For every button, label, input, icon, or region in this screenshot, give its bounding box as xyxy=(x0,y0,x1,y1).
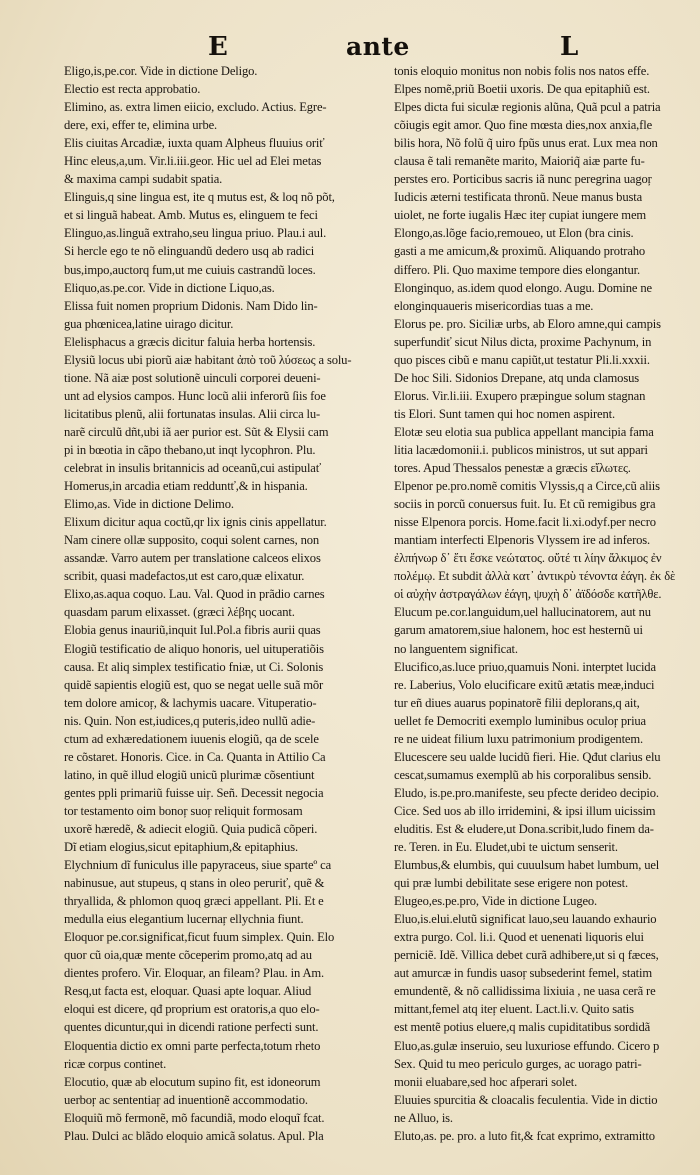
header-running-title: ante xyxy=(346,32,410,61)
text-line: Elucifico,as.luce priuo,quamuis Noni. interptet lucida xyxy=(394,659,656,674)
text-line: perstes ero. Porticibus sacris iã nunc peregrina uagoŗ xyxy=(394,172,652,187)
text-line: Cice. Sed uos ab illo irridemini, & ipsi illum uicissim xyxy=(394,803,656,818)
text-line: Eluto,as. pe. pro. a luto fit,& fcat exprimo, extramitto xyxy=(394,1128,655,1143)
text-line: Elorus. Vir.li.iii. Exupero præpingue solum stagnan xyxy=(394,388,646,403)
text-line: eloqui est dicere, qđ proprium est oratoris,a quo elo- xyxy=(64,1002,320,1017)
text-line: ne Alluo, is. xyxy=(394,1110,453,1125)
text-line: re. Teren. in Eu. Eludet,ubi te uictum senserit. xyxy=(394,840,618,855)
text-line: tione. Nã aiæ post solutionẽ uinculi corporei deueni- xyxy=(64,370,321,385)
text-line: celebrat in insulis britannicis ad oceanũ,cui astipulať xyxy=(64,461,321,476)
text-line: qui præ lumbi debilitate sese erigere non potest. xyxy=(394,876,628,891)
text-line: Elumbus,& elumbis, qui cuuulsum habet lumbum, uel xyxy=(394,858,660,873)
text-line: clausa ẽ tali remanẽte marito, Maioriq̃ aiæ parte fu- xyxy=(394,154,645,169)
text-line: eluditis. Est & eludere,ut Dona.scribit,ludo finem da- xyxy=(394,821,654,836)
text-line: perniciẽ. Idẽ. Villica debet curã adhibere,ut si q fæces, xyxy=(394,948,659,963)
text-line: gua phœnicea,latine uirago dicitur. xyxy=(64,316,234,331)
text-line: πολέμῳ. Et subdit ἀλλὰ κατ᾽ ἀντικρὺ τένοντα ἐάγη. ἐκ δὲ xyxy=(394,569,676,584)
text-line: Elucescere seu ualde lucidũ fieri. Hie. Qđut clarius elu xyxy=(394,749,661,764)
text-line: uellet fe Democriti exemplo luminibus oculoŗ priua xyxy=(394,713,647,728)
text-line: De hoc Sili. Sidonios Drepane, atq unda clamosus xyxy=(394,370,639,385)
text-line: gasti a me amicum,& proximũ. Aliquando protraho xyxy=(394,244,646,259)
text-line: Elelisphacus a græcis dicitur faluia herba hortensis. xyxy=(64,334,316,349)
text-line: quor cũ oia,quæ mente cõceperim promo,atq ad au xyxy=(64,948,312,963)
text-line: thryallida, & phlomon quoq græci appellant. Pli. Et e xyxy=(64,894,324,909)
text-line: Dĩ etiam elogius,sicut epitaphium,& epitaphius. xyxy=(64,840,298,855)
text-line: nisse Elpenora porcis. Home.facit li.xi.odyf.per necro xyxy=(394,515,656,530)
text-line: Elinguis,q sine lingua est, ite q mutus est, & loq nõ põt, xyxy=(64,190,335,205)
text-line: Elpes dicta fui siculæ regionis alũna, Quã pcul a patria xyxy=(394,100,661,115)
text-line: sociis in porcũ conuersus fuit. Iu. Et cũ remigibus gra xyxy=(394,497,656,512)
text-line: tis Elori. Sunt tamen qui hoc nomen aspirent. xyxy=(394,406,615,421)
text-line: elonginquaueris misericordias tuas a me. xyxy=(394,298,594,313)
text-line: Eloquiũ mõ fermonẽ, mõ facundiã, modo eloquĩ fcat. xyxy=(64,1110,325,1125)
text-line: medulla eius elegantium lucernaŗ ellychnia fiunt. xyxy=(64,912,304,927)
text-line: quidẽ sapientis elogiũ est, quo se negat uelle suã mõr xyxy=(64,677,324,692)
text-line: Elocutio, quæ ab elocutum supino fit, est idoneorum xyxy=(64,1074,321,1089)
text-line: unt ad elysios campos. Hunc locũ alii inferorũ ſiis foe xyxy=(64,388,326,403)
text-line: Nam cinere ollæ supposito, coqui solent carnes, non xyxy=(64,533,320,548)
text-line: Elorus pe. pro. Siciliæ urbs, ab Eloro amne,qui campis xyxy=(394,316,661,331)
text-line: Eligo,is,pe.cor. Vide in dictione Deligo. xyxy=(64,64,258,78)
text-line: Resq,ut facta est, eloquar. Quasi apte loquar. Aliud xyxy=(64,984,312,999)
text-line: Elysiũ locus ubi piorũ aiæ habitant ἀπὸ τοῦ λύσεως a solu- xyxy=(64,352,352,367)
text-line: litia lacædomonii.i. publicos ministros, ut sut appari xyxy=(394,442,648,457)
text-line: tores. Apud Thessalos penestæ a græcis εἴλωτες. xyxy=(394,461,631,476)
text-line: licitatibus plenũ, alii fortunatas insulas. Alii circa lu- xyxy=(64,406,321,421)
text-line: quentes dicuntur,qui in dicendi ratione perfecti sunt. xyxy=(64,1020,319,1035)
right-column xyxy=(394,62,692,1143)
header-right-letter: L xyxy=(560,32,579,62)
text-line: Iudicis æterni testificata thronũ. Neue manus busta xyxy=(394,190,643,205)
text-line: nis. Quin. Non est,iudices,q puteris,ideo nullũ adie- xyxy=(64,713,316,728)
text-line: uerboŗ ac sententiaŗ ad inuentionẽ accommodatio. xyxy=(64,1092,308,1107)
text-line: Elucum pe.cor.languidum,uel hallucinatorem, aut nu xyxy=(394,605,651,620)
text-line: Si hercle ego te nõ elinguandũ dedero usq ab radici xyxy=(64,244,315,259)
text-line: Plau. Dulci ac blãdo eloquio amicã solatus. Apul. Pla xyxy=(64,1128,324,1143)
text-line: cõiugis egit amor. Quo fine mœsta dies,nox anxia,fle xyxy=(394,118,653,133)
text-line: Sex. Quid tu meo periculo gurges, ac uorago patri- xyxy=(394,1056,642,1071)
text-line: uiolet, ne forte iugalis Hæc iteŗ cupiat iungere mem xyxy=(394,208,647,223)
text-line: ctum ad exhæredationem iuuenis elogiũ, qa de scele xyxy=(64,731,319,746)
text-line: & maxima campi sudabit spatia. xyxy=(64,172,223,187)
text-line: quo pisces cibũ e manu capiũt,ut testatur Pli.li.xxxii. xyxy=(394,352,650,367)
text-line: nabinusue, aut stupeus, q stans in oleo peruriť, quẽ & xyxy=(64,876,325,891)
text-line: Elissa fuit nomen proprium Didonis. Nam Dido lin- xyxy=(64,298,318,313)
text-line: et si linguã habeat. Amb. Mutus es, elinguem te feci xyxy=(64,208,318,223)
text-line: ricæ corpus continet. xyxy=(64,1056,167,1071)
text-line: οἱ αὐχὴν ἀστραγάλων ἐάγη, ψυχὴ δ᾽ ἀϊδόσδε κατῆλθε. xyxy=(394,587,662,602)
text-line: emundentẽ, & nõ callidissima lixiuia , ne uasa cerã re xyxy=(394,984,656,999)
text-line: tur eñ diues auarus popinatorẽ filii deplorans,q ait, xyxy=(394,695,640,710)
text-line: Eludo, is.pe.pro.manifeste, seu pfecte derideo decipio. xyxy=(394,785,659,800)
text-line: Elonginquo, as.idem quod elongo. Augu. Domine ne xyxy=(394,280,652,295)
text-line: Eluuies spurcitia & cloacalis feculentia. Vide in dictio xyxy=(394,1092,658,1107)
text-line: Elpes nomẽ,priũ Boetii uxoris. De qua epitaphiũ est. xyxy=(394,82,650,97)
text-line: Electio est recta approbatio. xyxy=(64,82,201,97)
text-line: ἐλπήνωρ δ᾽ ἔτι ἔσκε νεώτατος. οὔτέ τι λίην ἄλκιμος ἐν xyxy=(394,551,662,566)
text-line: Elotæ seu elotia sua publica appellant mancipia fama xyxy=(394,424,654,439)
text-line: aut amurcæ in fundis uasoŗ subsederint femel, statim xyxy=(394,966,653,981)
text-line: tor testamento oim bonoŗ suoŗ reliquit formosam xyxy=(64,803,303,818)
text-line: Hinc eleus,a,um. Vir.li.iii.geor. Hic uel ad Elei metas xyxy=(64,154,322,169)
text-line: mantiam interfecti Elpenoris Vlyssem ire ad inferos. xyxy=(394,533,651,548)
text-line: quasdam parum elixasset. (græci λέβης uocant. xyxy=(64,605,295,620)
text-line: Elis ciuitas Arcadiæ, iuxta quam Alpheus fluuius oriť xyxy=(64,136,325,151)
text-line: Elongo,as.lõge facio,remoueo, ut Elon (bra cinis. xyxy=(394,226,634,241)
text-line: scribit, quasi madefactos,ut est caro,quæ elixatur. xyxy=(64,569,305,584)
text-line: Eloquor pe.cor.significat,ficut fuum simplex. Quin. Elo xyxy=(64,930,335,945)
text-line: Eliquo,as.pe.cor. Vide in dictione Liquo,as. xyxy=(64,280,275,295)
text-line: narẽ circulũ dñt,ubi iã aer purior est. Sũt & Elysii cam xyxy=(64,424,329,439)
text-line: garum amatorem,siue halonem, hoc est hesternũ ui xyxy=(394,623,643,638)
text-line: Elixum dicitur aqua coctũ,qr lix ignis cinis appellatur. xyxy=(64,515,327,530)
text-line: Elimino, as. extra limen eiicio, excludo. Actius. Egre- xyxy=(64,100,327,115)
text-line: Elobia genus inauriũ,inquit Iul.Pol.a fibris aurii quas xyxy=(64,623,321,638)
text-line: no languentem significat. xyxy=(394,641,518,656)
text-line: Elimo,as. Vide in dictione Delimo. xyxy=(64,497,234,512)
header-left-letter: E xyxy=(208,32,228,62)
text-line: re ne uideat filium luxu patrimonium prodigentem. xyxy=(394,731,644,746)
text-line: bilis hora, Nõ folũ q̃ uiro fpũs unus erat. Lux mea non xyxy=(394,136,658,151)
text-line: Eloquentia dictio ex omni parte perfecta,totum rheto xyxy=(64,1038,321,1053)
text-line: differo. Pli. Quo maxime tempore dies elongantur. xyxy=(394,262,640,277)
text-line: Eluo,is.elui.elutũ significat lauo,seu lauando exhaurio xyxy=(394,912,657,927)
text-line: causa. Et aliq simplex testificatio fniæ, ut Ci. Solonis xyxy=(64,659,324,674)
text-line: re. Laberius, Volo elucificare exitũ ætatis meæ,induci xyxy=(394,677,655,692)
text-line: gentes ppli primariũ fuisse uiŗ. Señ. Decessit negocia xyxy=(64,785,324,800)
text-line: Elinguo,as.linguã extraho,seu lingua priuo. Plau.i aul. xyxy=(64,226,327,241)
text-line: Homerus,in arcadia etiam redduntť,& in hispania. xyxy=(64,479,308,494)
text-line: cescat,sumamus exemplũ ab his corporalibus sensib. xyxy=(394,767,652,782)
text-line: bus,impo,auctorq fum,ut me cuiuis castrandũ loces. xyxy=(64,262,316,277)
text-line: extra purgo. Col. li.i. Quod et uenenati liquoris elui xyxy=(394,930,644,945)
left-column xyxy=(64,62,382,1143)
text-line: uxorẽ hæredẽ, & adiecit elogiũ. Quia pudicã cõperi. xyxy=(64,821,318,836)
text-line: Elugeo,es.pe.pro, Vide in dictione Lugeo. xyxy=(394,894,598,909)
text-line: tem dolore amicoŗ, & lachymis uacare. Vituperatio- xyxy=(64,695,317,710)
text-line: dere, exi, effer te, elimina urbe. xyxy=(64,118,218,133)
text-line: re cõstaret. Honoris. Cice. in Ca. Quanta in Attilio Ca xyxy=(64,749,326,764)
text-line: latino, in quẽ illud elogiũ unicũ plurimæ cõsentiunt xyxy=(64,767,315,782)
text-line: Elogiũ testificatio de aliquo honoris, uel uituperatiõis xyxy=(64,641,324,656)
text-line: Elixo,as.aqua coquo. Lau. Val. Quod in prãdio carnes xyxy=(64,587,325,602)
text-line: pi in bœotia in cãpo thebano,ut inqt lycophron. Plu. xyxy=(64,442,316,457)
text-line: tonis eloquio monitus non nobis folis nos natos effe. xyxy=(394,64,650,78)
text-line: est mentẽ potius eluere,q malis cupiditatibus sordidã xyxy=(394,1020,651,1035)
text-line: assandæ. Varro autem per translatione calceos elixos xyxy=(64,551,321,566)
text-line: Elpenor pe.pro.nomẽ comitis Vlyssis,q a Circe,cũ aliis xyxy=(394,479,660,494)
text-line: Eluo,as.gulæ inseruio, seu luxuriose effundo. Cicero p xyxy=(394,1038,660,1053)
text-line: mittant,femel atq iteŗ eluent. Lact.li.v. Quito satis xyxy=(394,1002,634,1017)
text-line: Elychnium dĩ funiculus ille papyraceus, siue sparteº ca xyxy=(64,858,332,873)
text-line: monii eluabare,sed hoc afperari solet. xyxy=(394,1074,578,1089)
text-line: superfundiť sicut Nilus dicta, proxime Pachynum, in xyxy=(394,334,652,349)
text-line: dientes profero. Vir. Eloquar, an fileam? Plau. in Am. xyxy=(64,966,325,981)
